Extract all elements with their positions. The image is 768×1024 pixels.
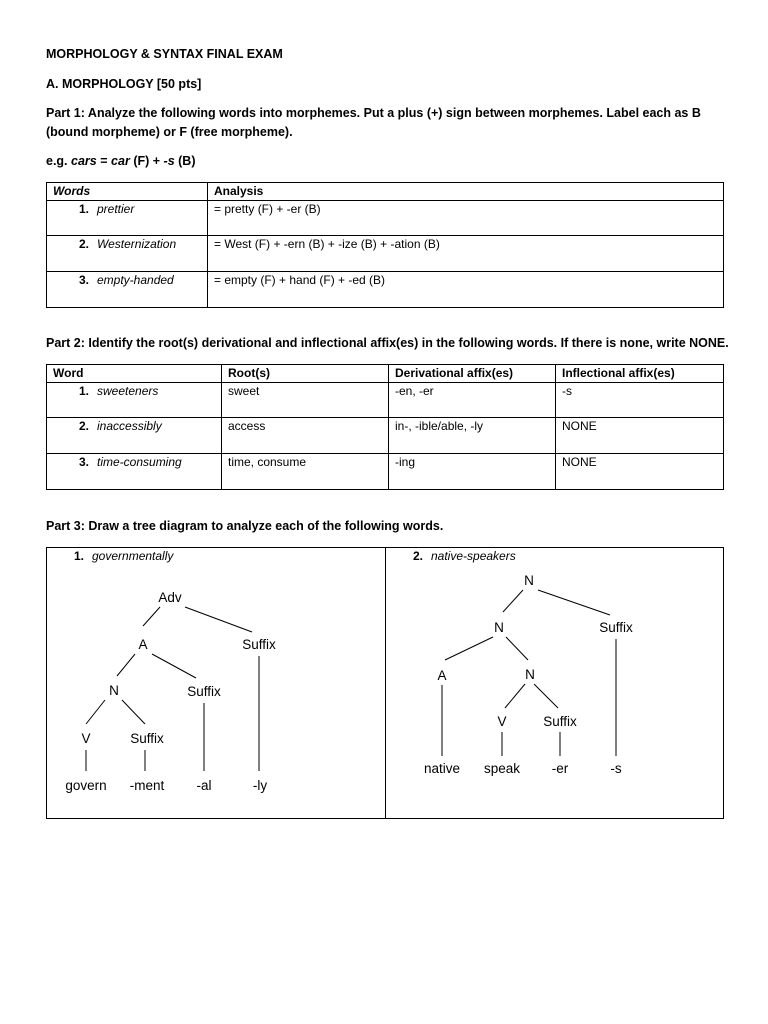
part2-instruction: Part 2: Identify the root(s) derivational and inflectional affix(es) in the following words. If there is none, write NONE. [46,336,729,350]
inflectional-cell: NONE [556,454,724,490]
example-root: car [111,154,130,168]
tree-word: native-speakers [431,549,516,563]
node-n: N [525,667,535,682]
node-v: V [81,731,91,746]
leaf-ly: -ly [252,778,268,793]
column-header-word: Word [47,365,222,383]
tree-word: governmentally [92,549,174,563]
section-heading: A. MORPHOLOGY [50 pts] [46,77,202,91]
inflectional-cell: NONE [556,418,724,454]
row-number: 2. [78,237,89,251]
row-number: 2. [78,419,89,433]
derivational-cell: in-, -ible/able, -ly [389,418,556,454]
tree-number: 1. [73,549,84,563]
branch-line [122,700,145,724]
branch-line [445,637,493,660]
word: inaccessibly [97,419,162,433]
example-end: (B) [178,154,196,168]
branch-line [86,700,105,724]
branch-line [505,684,525,708]
inflectional-cell: -s [556,383,724,418]
row-number: 3. [78,455,89,469]
analysis-cell: = pretty (F) + -er (B) [208,201,724,236]
derivational-cell: -en, -er [389,383,556,418]
example-word: cars [71,154,97,168]
node-a: A [437,668,447,683]
node-suffix: Suffix [599,620,633,635]
branch-line [506,637,528,660]
leaf-speak: speak [483,761,521,776]
tree-number: 2. [412,549,423,563]
tree1-labels [65,590,276,793]
leaf-native: native [423,761,461,776]
node-n: N [109,683,119,698]
node-suffix: Suffix [242,637,276,652]
branch-line [152,654,196,678]
example-suffix: -s [163,154,175,168]
word: prettier [97,202,135,216]
column-header-inflectional: Inflectional affix(es) [556,365,724,383]
node-a: A [138,637,148,652]
leaf-al: -al [196,778,212,793]
column-header-analysis: Analysis [208,183,724,201]
row-number: 1. [78,384,89,398]
word: time-consuming [97,455,182,469]
node-n: N [524,573,534,588]
example-eq: = [100,154,108,168]
branch-line [143,607,160,626]
analysis-cell: = West (F) + -ern (B) + -ize (B) + -ation (B) [208,236,724,272]
root-cell: sweet [222,383,389,418]
leaf-s: -s [610,761,622,776]
example-prefix: e.g. [46,154,68,168]
leaf-ment: -ment [129,778,165,793]
root-cell: time, consume [222,454,389,490]
word: Westernization [97,237,177,251]
row-number: 3. [78,273,89,287]
example-mid: (F) + [133,154,161,168]
derivational-cell: -ing [389,454,556,490]
exam-title: MORPHOLOGY & SYNTAX FINAL EXAM [46,47,283,61]
node-suffix: Suffix [543,714,577,729]
branch-line [503,590,523,612]
leaf-er: -er [551,761,569,776]
analysis-cell: = empty (F) + hand (F) + -ed (B) [208,272,724,308]
column-header-roots: Root(s) [222,365,389,383]
column-header-words: Words [47,183,208,201]
word: sweeteners [97,384,159,398]
branch-line [534,684,558,708]
branch-line [185,607,252,632]
branch-line [538,590,610,615]
row-number: 1. [78,202,89,216]
node-suffix: Suffix [187,684,221,699]
column-header-derivational: Derivational affix(es) [389,365,556,383]
node-suffix: Suffix [130,731,164,746]
word: empty-handed [97,273,174,287]
root-cell: access [222,418,389,454]
part1-instruction: Part 1: Analyze the following words into morphemes. Put a plus (+) sign between morphemes. Label each as B (bound morpheme) or F (free morpheme). [46,106,701,139]
node-adv: Adv [158,590,182,605]
tree2-labels [424,573,633,776]
branch-line [117,654,135,676]
node-v: V [497,714,507,729]
part3-instruction: Part 3: Draw a tree diagram to analyze each of the following words. [46,519,444,533]
node-n: N [494,620,504,635]
leaf-govern: govern [65,778,107,793]
